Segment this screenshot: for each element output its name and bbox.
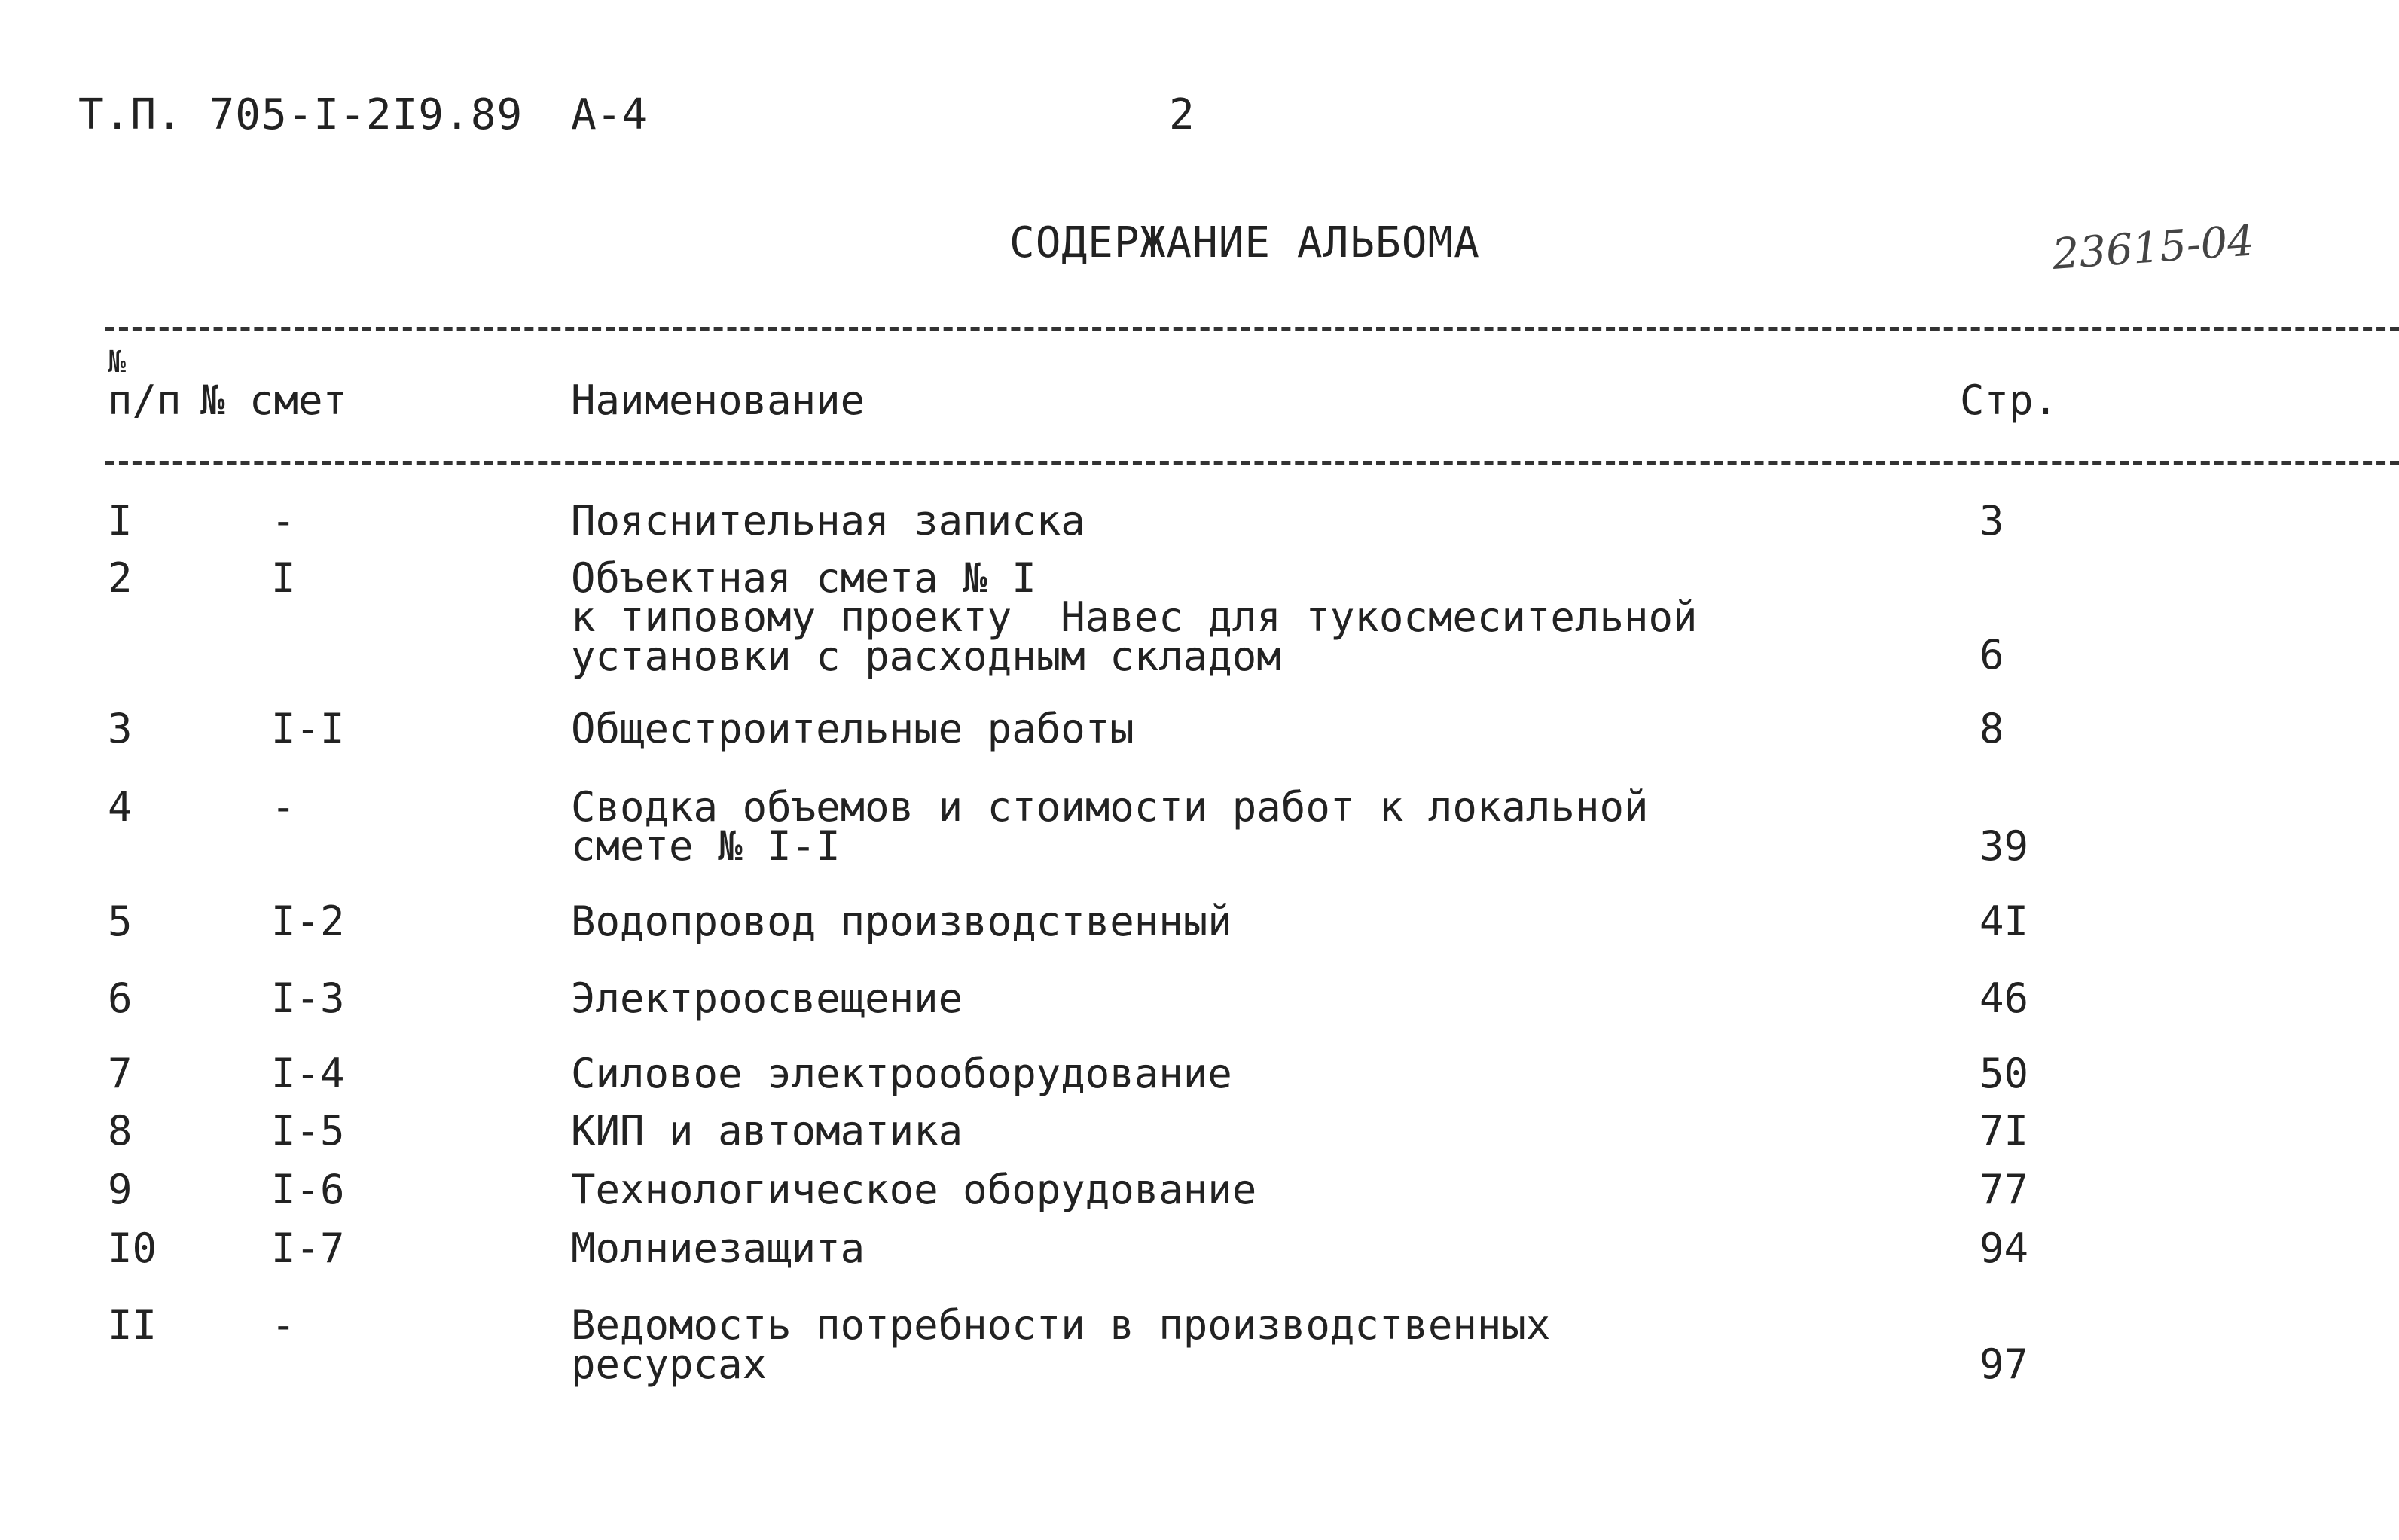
row-name: Общестроительные работы	[571, 705, 1134, 752]
row-page: 39	[1979, 822, 2029, 870]
document-code: Т.П. 705-I-2I9.89	[78, 90, 523, 139]
row-number: I0	[108, 1224, 157, 1272]
row-estimate: I-I	[271, 705, 345, 752]
row-number: 8	[108, 1107, 133, 1154]
page-title: СОДЕРЖАНИЕ АЛЬБОМА	[1009, 218, 1480, 267]
row-name: Водопровод производственный	[571, 898, 1232, 945]
row-number: 9	[108, 1166, 133, 1213]
row-number: 4	[108, 783, 133, 831]
row-estimate: I-6	[271, 1166, 345, 1213]
row-number: I	[108, 497, 133, 544]
row-name: Сводка объемов и стоимости работ к локальной смете № I-I	[571, 783, 1649, 870]
row-page: 4I	[1979, 898, 2029, 945]
row-name: Силовое электрооборудование	[571, 1050, 1232, 1097]
row-number: 5	[108, 898, 133, 945]
table-top-rule	[105, 327, 2399, 331]
table-header-rule	[105, 461, 2399, 465]
row-estimate: I-2	[271, 898, 345, 945]
row-estimate: I-5	[271, 1107, 345, 1154]
row-estimate: -	[271, 1301, 296, 1349]
row-estimate: I	[271, 554, 296, 602]
row-page: 6	[1979, 631, 2004, 679]
sheet-format: А-4	[571, 90, 648, 139]
row-page: 97	[1979, 1340, 2029, 1388]
column-header-number-sign: №	[108, 345, 127, 380]
row-page: 94	[1979, 1224, 2029, 1272]
row-number: 2	[108, 554, 133, 602]
row-name: Технологическое оборудование	[571, 1166, 1257, 1213]
handwritten-archive-number: 23615-04	[2050, 216, 2256, 279]
row-name: Молниезащита	[571, 1224, 865, 1272]
row-name: Объектная смета № I к типовому проекту Навес для тукосмесительной установки с расходным складом	[571, 554, 1698, 680]
row-estimate: -	[271, 783, 296, 831]
row-estimate: I-7	[271, 1224, 345, 1272]
row-number: 7	[108, 1050, 133, 1097]
row-name: КИП и автоматика	[571, 1107, 963, 1154]
row-number: 6	[108, 974, 133, 1022]
row-name: Электроосвещение	[571, 974, 963, 1022]
row-page: 50	[1979, 1050, 2029, 1097]
page-number: 2	[1169, 90, 1195, 139]
row-estimate: -	[271, 497, 296, 544]
row-name: Пояснительная записка	[571, 497, 1085, 544]
row-page: 77	[1979, 1166, 2029, 1213]
row-number: II	[108, 1301, 157, 1349]
column-header-page: Стр.	[1960, 377, 2059, 424]
column-header-name: Наименование	[571, 377, 865, 424]
row-page: 3	[1979, 497, 2004, 544]
row-page: 7I	[1979, 1107, 2029, 1154]
row-page: 8	[1979, 705, 2004, 752]
column-header-estimate: № смет	[200, 377, 348, 424]
column-header-number: п/п	[108, 377, 182, 424]
row-page: 46	[1979, 974, 2029, 1022]
row-name: Ведомость потребности в производственных ресурсах	[571, 1301, 1551, 1388]
row-estimate: I-3	[271, 974, 345, 1022]
row-estimate: I-4	[271, 1050, 345, 1097]
row-number: 3	[108, 705, 133, 752]
